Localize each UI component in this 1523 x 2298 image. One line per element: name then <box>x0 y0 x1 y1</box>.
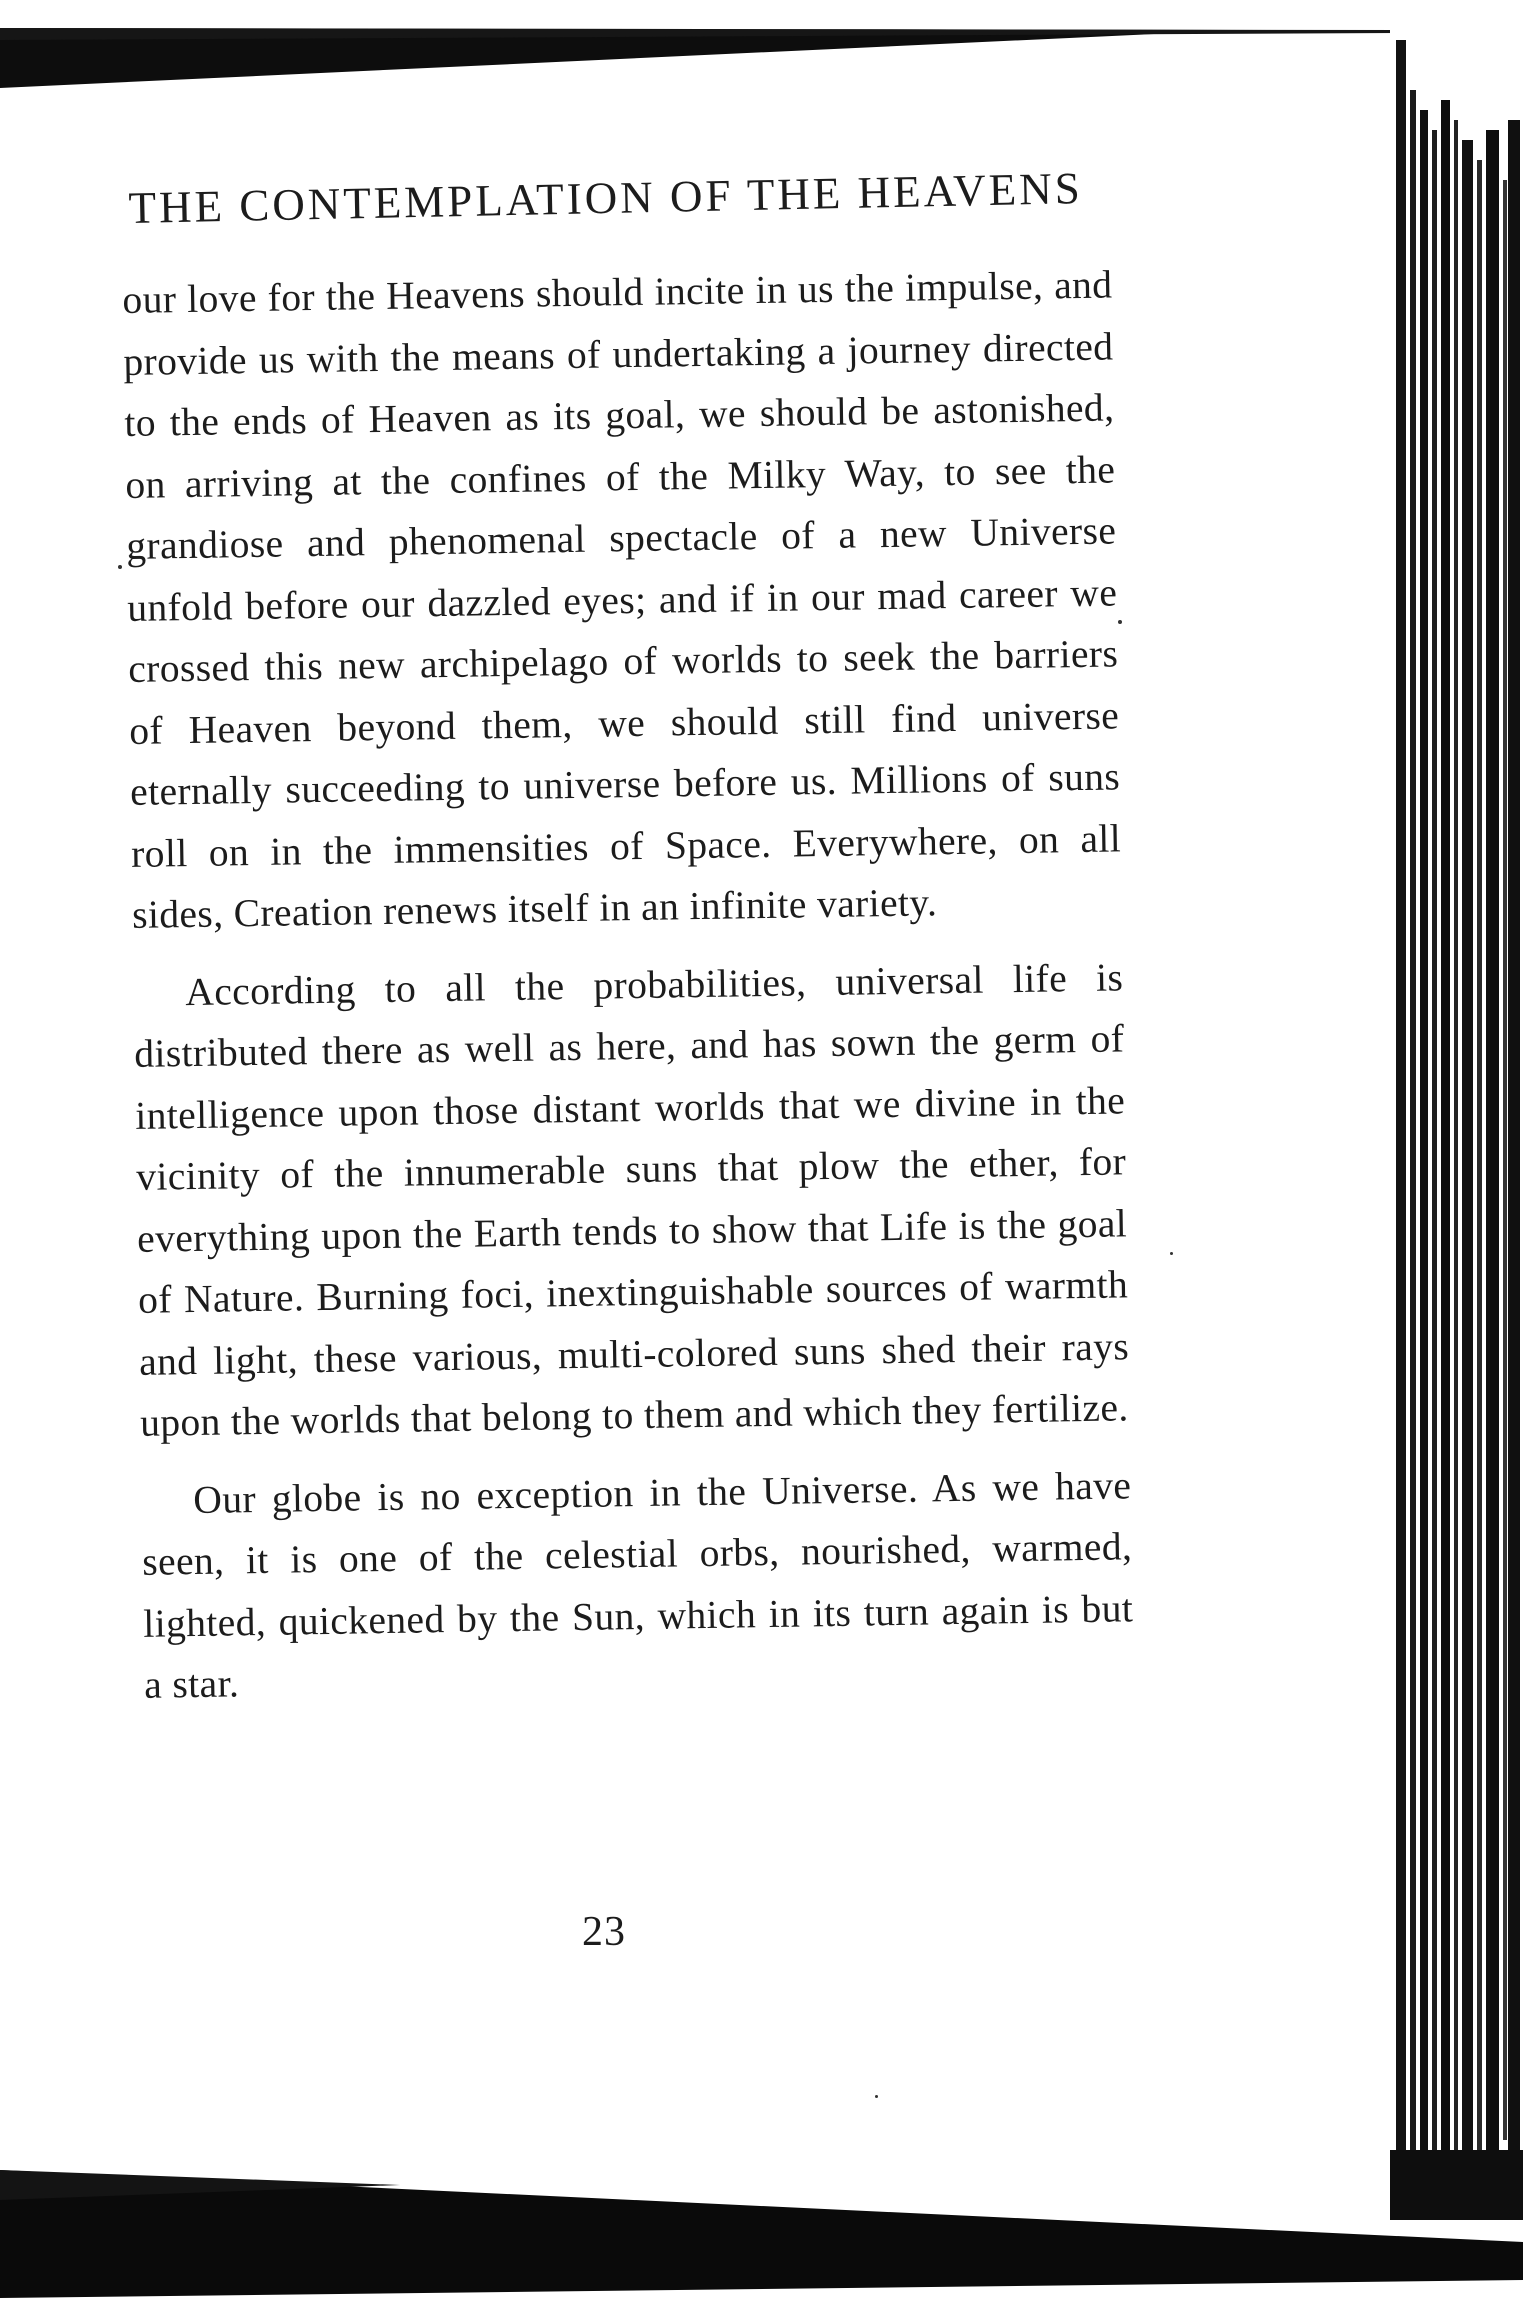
paragraph: According to all the probabilities, universal life is distributed there as well as here, and has sown the germ of intelligence upon those distant worlds that we divine in the vicinity of the innumerable suns that plow the ether, for everything upon the Earth tends to show that Life is the goal of Nature. Burning foci, inextinguishable sources of warmth and light, these various, multi-colored suns shed their rays upon the worlds that belong to them and which they fertilize. <box>133 954 1130 1445</box>
scan-speck <box>118 565 122 569</box>
scan-speck <box>1118 620 1122 624</box>
scan-speck <box>875 2095 878 2098</box>
scan-edge-bottom <box>0 2170 1523 2298</box>
paragraph: our love for the Heavens should incite in us the impulse, and provide us with the means of undertaking a journey directed to the ends of Heaven as its goal, we should be astonished, on arriving at the confines of the Milky Way, to see the grandiose and phenomenal spectacle of a new Universe unfold before our dazzled eyes; and if in our mad career we crossed this new archipelago of worlds to seek the barriers of Heaven beyond them, we should still find universe eternally succeeding to universe before us. Millions of suns roll on in the immensities of Space. Everywhere, on all sides, Creation renews itself in an infinite variety. <box>122 262 1122 937</box>
running-head: THE CONTEMPLATION OF THE HEAVENS <box>128 163 1084 233</box>
scan-edge-top <box>0 0 1400 100</box>
scan-speck <box>1170 1252 1173 1255</box>
paragraph: Our globe is no exception in the Universe. As we have seen, it is one of the celestial orbs, nourished, warmed, lighted, quickened by the Sun, which in its turn again is but a star. <box>141 1462 1134 1707</box>
page-spine <box>1390 30 1523 2220</box>
body-text <box>122 254 1135 1732</box>
page-number: 23 <box>582 1909 626 1955</box>
